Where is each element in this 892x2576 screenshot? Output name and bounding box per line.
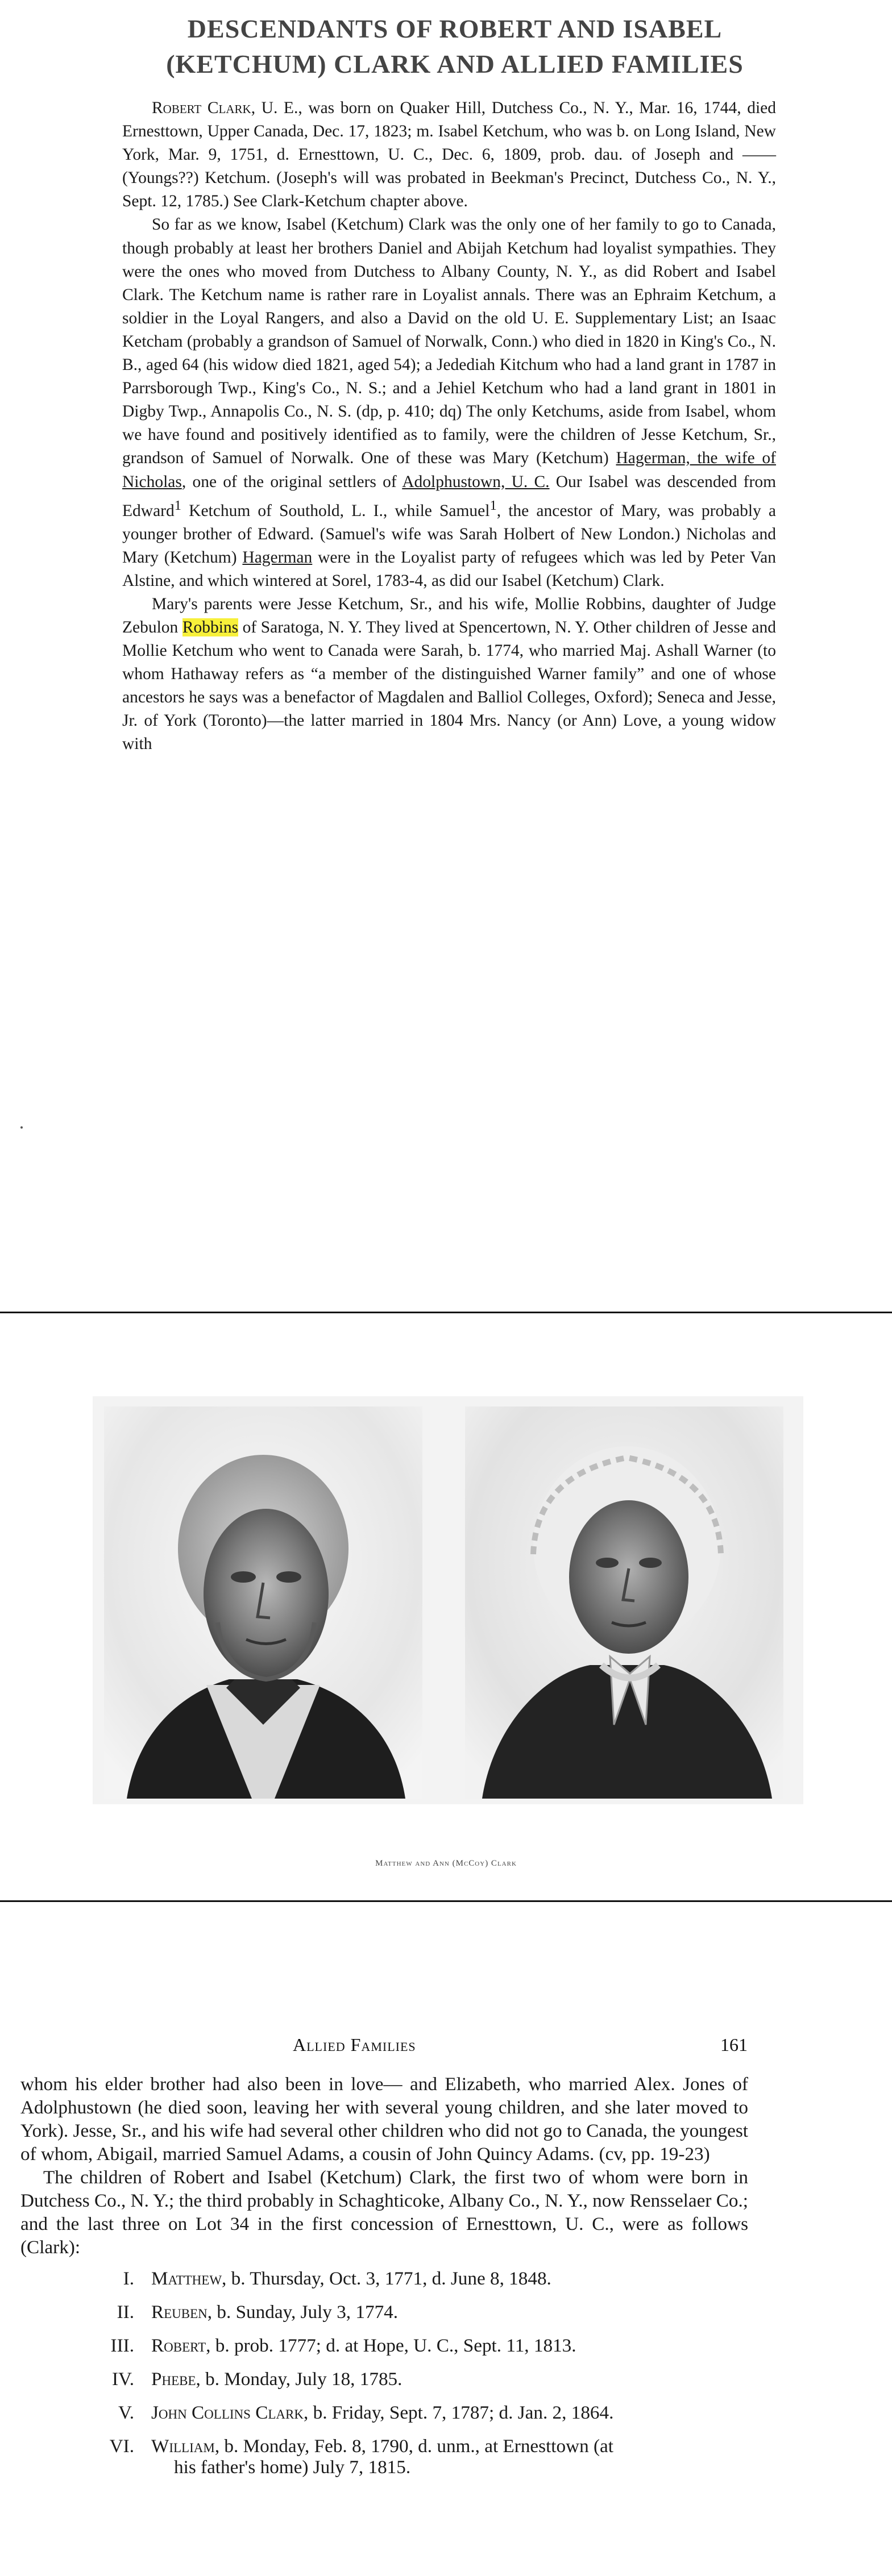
roman-numeral: I. [123, 2268, 134, 2289]
superscript: 1 [489, 497, 497, 513]
roman-numeral: V. [118, 2402, 134, 2423]
title-line-2: (KETCHUM) CLARK AND ALLIED FAMILIES [166, 49, 744, 78]
paragraph-text: , U. E., was born on Quaker Hill, Dutchess Co., N. Y., Mar. 16, 1744, died Ernesttown, Upper Canada, Dec. 17, 1823; m. Isabel Ketchum, who was b. on Long Island, New York, Mar. 9, 1751, d. Ernesttown, U. C., Dec. 6, 1809, prob. dau. of Joseph and —— (Youngs??) Ketchum. (Joseph's will was probated in Beekman's Precinct, Dutchess Co., N. Y., Sept. 12, 1785.) See Clark-Ketchum chapter above. [122, 99, 777, 211]
superscript: 1 [174, 497, 182, 513]
underlined-text: Hagerman, the wife of Nicholas [122, 449, 776, 491]
child-name: Phebe [151, 2369, 196, 2390]
elderly-man-portrait-icon [104, 1406, 422, 1799]
page-title [114, 11, 796, 82]
paragraph-text: So far as we know, Isabel (Ketchum) Clark was the only one of her family to go to Canada, though probably at least her brothers Daniel and Abijah Ketchum had loyalist sympathies. They were the ones who moved from Dutchess to Albany County, N. Y., as did Robert and Isabel Clark. The Ketchum name is rather rare in Loyalist annals. There was an Ephraim Ketchum, a soldier in the Loyal Rangers, and also a David on the old U. E. Supplementary List; an Isaac Ketcham (probably a grandson of Samuel of Norwalk, Conn.) who died in 1820 in King's Co., N. B., aged 64 (his widow died 1821, aged 54); a Jedediah Kitchum who had a land grant in 1787 in Parrsborough Twp., King's Co., N. S.; and a Jehiel Ketchum who had a land grant in 1801 in Digby Twp., Annapolis Co., N. S. (dp, p. 410; dq) The only Ketchums, aside from Isabel, whom we have found and positively identified as to family, were the children of Jesse Ketchum, Sr., grandson of Samuel of Norwalk. One of these was Mary (Ketchum) [122, 215, 776, 468]
body-text [122, 97, 776, 756]
child-details: , b. prob. 1777; d. at Hope, U. C., Sept. 11, 1813. [206, 2335, 576, 2356]
photo-plate [93, 1396, 803, 1804]
child-details-continued: his father's home) July 7, 1815. [174, 2457, 411, 2478]
paragraph-children-intro: The children of Robert and Isabel (Ketchum) Clark, the first two of whom were born in Dutchess Co., N. Y.; the third probably in Schaghticoke, Albany Co., N. Y., now Rensselaer Co.; and the last three on Lot 34 in the first concession of Ernesttown, U. C., were as follows (Clark): [20, 2167, 748, 2258]
paragraph-robert-clark [122, 97, 776, 213]
child-name: William [151, 2436, 215, 2457]
child-details: , b. Friday, Sept. 7, 1787; d. Jan. 2, 1864. [304, 2402, 614, 2423]
roman-numeral: III. [110, 2335, 134, 2356]
body-text [20, 2073, 748, 2489]
running-header-title: Allied Families [293, 2034, 416, 2055]
child-details: , b. Sunday, July 3, 1774. [207, 2302, 399, 2323]
children-list [20, 2267, 748, 2479]
paragraph-text: Mary's parents were Jesse Ketchum, Sr., and his wife, Mollie Robbins, daughter of Judge Zebulon [122, 594, 776, 636]
photo-caption: Matthew and Ann (McCoy) Clark [375, 1859, 517, 1868]
child-details: , b. Monday, July 18, 1785. [196, 2369, 403, 2390]
underlined-text: Hagerman [242, 548, 313, 567]
list-item [20, 2367, 748, 2391]
paragraph-text: Our Isabel was descended from Edward [122, 472, 777, 520]
list-item [20, 2401, 748, 2424]
scan-speck [20, 1126, 23, 1129]
list-item [20, 2300, 748, 2324]
page-161 [0, 1900, 892, 2576]
list-item [20, 2267, 748, 2290]
child-name: Matthew [151, 2268, 222, 2289]
photo-plate-page [0, 1312, 892, 1902]
person-name: Robert Clark [152, 99, 251, 117]
paragraph-text: , one of the original settlers of [181, 472, 403, 491]
search-highlight[interactable]: Robbins [182, 618, 239, 636]
paragraph-text: , the ancestor of Mary, was probably a younger brother of Edward. (Samuel's wife was Sarah Holbert of New London.) Nicholas and Mary (Ketchum) [122, 501, 776, 567]
child-name: Robert [151, 2335, 206, 2356]
roman-numeral: IV. [111, 2369, 134, 2390]
child-details: , b. Thursday, Oct. 3, 1771, d. June 8, 1848. [222, 2268, 551, 2289]
list-item [20, 2434, 748, 2479]
paragraph-text: Ketchum of Southold, L. I., while Samuel [181, 501, 490, 520]
title-line-1: DESCENDANTS OF ROBERT AND ISABEL [187, 14, 723, 43]
paragraph-continuation: whom his elder brother had also been in love— and Elizabeth, who married Alex. Jones of Adolphustown (he died soon, leaving her with several young children, and she later moved to York). Jesse, Sr., and his wife had several other children who did not go to Canada, the youngest of whom, Abigail, married Samuel Adams, a cousin of John Quincy Adams. (cv, pp. 19-23) [20, 2074, 748, 2165]
list-item [20, 2334, 748, 2357]
running-header [293, 2034, 748, 2059]
paragraph-mary-parents [122, 593, 776, 756]
child-name: Reuben [151, 2302, 208, 2323]
child-name: John Collins Clark [151, 2402, 304, 2423]
elderly-woman-bonnet-portrait-icon [465, 1406, 783, 1799]
paragraph-ketchum-family [122, 213, 776, 592]
roman-numeral: VI. [109, 2436, 134, 2457]
underlined-text: Adolphustown, U. C. [402, 472, 550, 491]
child-details: , b. Monday, Feb. 8, 1790, d. unm., at Ernesttown (at [214, 2436, 613, 2457]
roman-numeral: II. [117, 2302, 134, 2323]
page-number: 161 [720, 2034, 748, 2055]
paragraph-text: were in the Loyalist party of refugees which was led by Peter Van Alstine, and which wintered at Sorel, 1783-4, as did our Isabel (Ketchum) Clark. [122, 548, 776, 590]
paragraph-text: of Saratoga, N. Y. They lived at Spencertown, N. Y. Other children of Jesse and Mollie Ketchum who went to Canada were Sarah, b. 1774, who married Maj. Ashall Warner (to whom Hathaway refers as “a member of the distinguished Warner family” and one of whose ancestors he says was a benefactor of Magdalen and Balliol Colleges, Oxford); Seneca and Jesse, Jr. of York (Toronto)—the latter married in 1804 Mrs. Nancy (or Ann) Love, a young widow with [122, 618, 777, 754]
